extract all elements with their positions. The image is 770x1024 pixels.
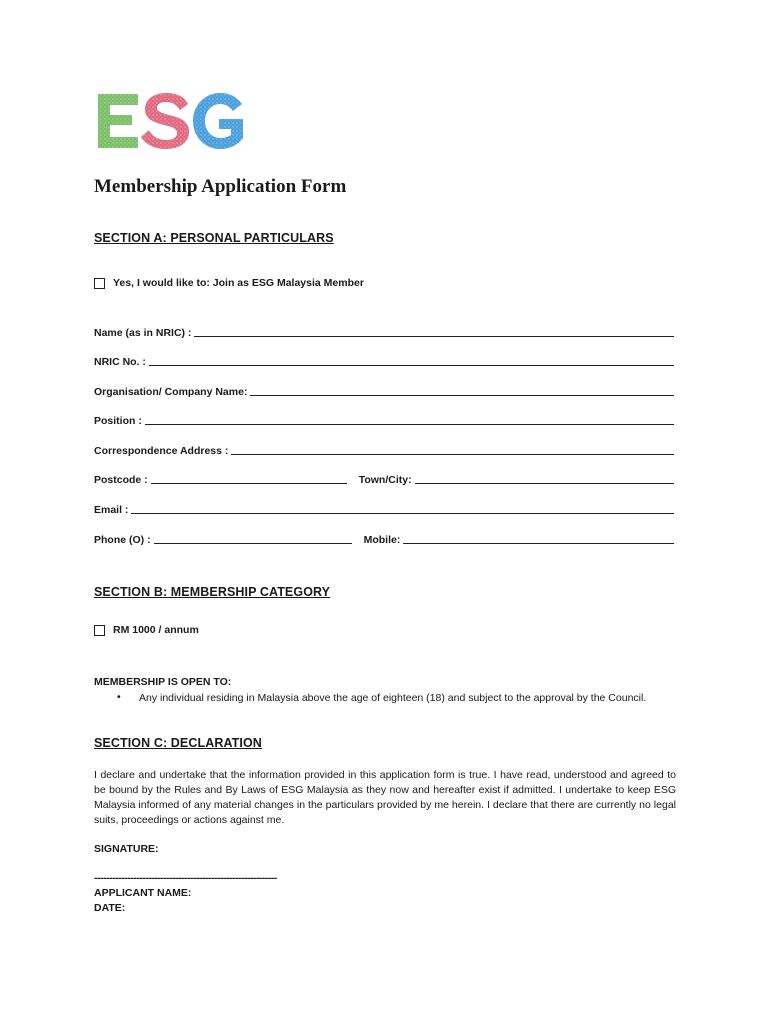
section-a-heading: SECTION A: PERSONAL PARTICULARS [94,231,334,245]
phone-label: Phone (O) : [94,534,151,546]
membership-open-to-label: MEMBERSHIP IS OPEN TO: [94,676,232,688]
rm1000-label: RM 1000 / annum [113,624,199,636]
position-input-line[interactable] [145,414,674,425]
position-label: Position : [94,415,142,427]
eligibility-text: Any individual residing in Malaysia above the age of eighteen (18) and subject to the approval by the Council. [139,692,647,704]
rm1000-checkbox[interactable] [94,625,105,636]
applicant-name-label: APPLICANT NAME: [94,887,192,899]
nric-input-line[interactable] [149,355,674,366]
esg-logo [96,90,246,152]
join-member-checkbox[interactable] [94,278,105,289]
email-input-line[interactable] [131,503,674,514]
name-field[interactable] [94,325,674,339]
address-input-line[interactable] [231,444,674,455]
postcode-town-row [94,472,674,486]
nric-label: NRIC No. : [94,356,146,368]
town-input-line[interactable] [415,473,674,484]
mobile-input-line[interactable] [403,533,674,544]
name-input-line[interactable] [194,326,674,337]
email-field[interactable] [94,502,674,516]
organisation-input-line[interactable] [250,385,674,396]
name-label: Name (as in NRIC) : [94,327,192,339]
signature-line: ------------------------------------------------------------- [94,872,277,884]
address-field[interactable] [94,443,674,457]
organisation-field[interactable] [94,384,674,398]
section-b-heading: SECTION B: MEMBERSHIP CATEGORY [94,585,331,599]
postcode-label: Postcode : [94,474,148,486]
form-title: Membership Application Form [94,176,347,197]
nric-field[interactable] [94,354,674,368]
town-label: Town/City: [358,474,412,486]
phone-input-line[interactable] [154,533,352,544]
mobile-label: Mobile: [363,534,401,546]
position-field[interactable] [94,413,674,427]
address-label: Correspondence Address : [94,445,229,457]
phone-mobile-row [94,532,674,546]
email-label: Email : [94,504,129,516]
signature-label[interactable]: SIGNATURE: [94,843,159,855]
date-label: DATE: [94,902,126,914]
bullet-icon: • [117,691,121,703]
join-member-option[interactable] [94,277,364,289]
organisation-label: Organisation/ Company Name: [94,386,248,398]
declaration-text: I declare and undertake that the information provided in this application form is true. I have read, understood and agreed to be bound by the Rules and By Laws of ESG Malaysia as they now and hereafter exist if admitted. I undertake to keep ESG Malaysia informed of any material changes in the particulars provided by me herein. I declare that there are currently no legal suits, proceedings or actions against me. [94,769,676,826]
postcode-input-line[interactable] [151,473,347,484]
rm1000-option[interactable] [94,624,199,636]
join-member-label: Yes, I would like to: Join as ESG Malaysia Member [113,277,364,289]
section-c-heading: SECTION C: DECLARATION [94,736,262,750]
